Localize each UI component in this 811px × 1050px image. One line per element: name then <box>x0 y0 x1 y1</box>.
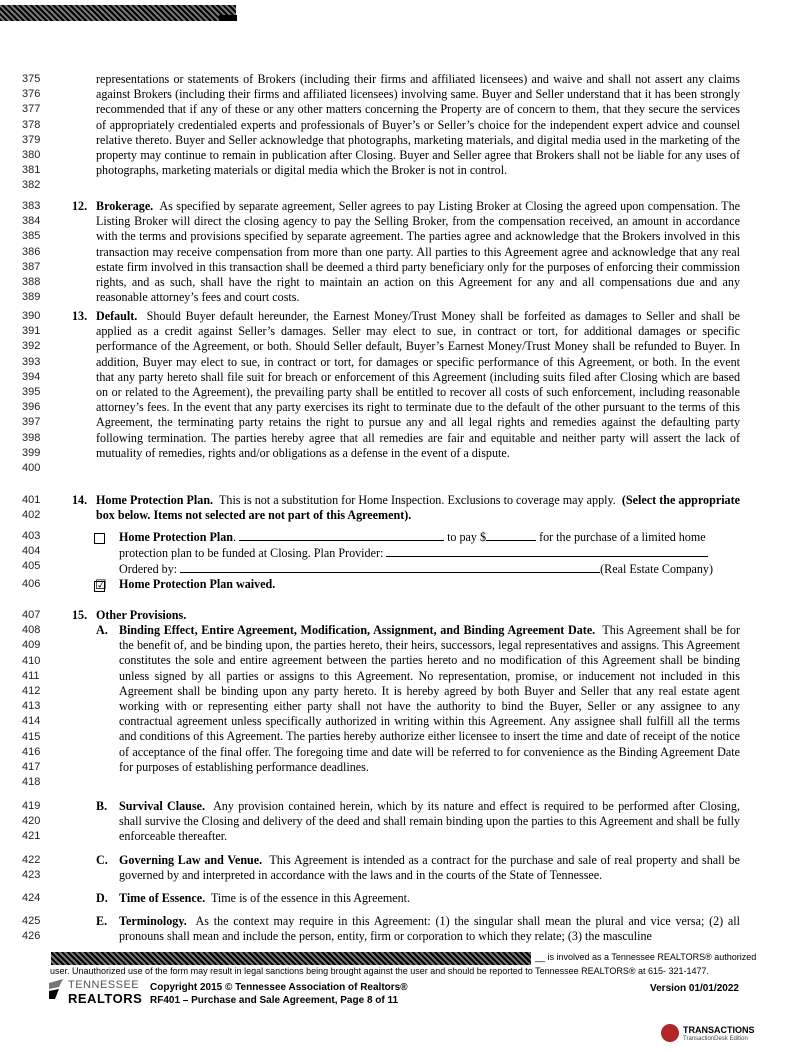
line-number: 419 <box>22 800 41 812</box>
transactions-logo-icon <box>661 1024 679 1042</box>
line-number: 390 <box>22 310 41 322</box>
footer-warning-text: user. Unauthorized use of the form may result in legal sanctions being brought against the user and should be reported to Tennessee REALTORS® at 615- 321-1477. <box>50 966 710 976</box>
purchase-text: for the purchase of a limited home <box>539 530 706 544</box>
line-number: 403 <box>22 530 41 542</box>
line-number: 389 <box>22 291 41 304</box>
option-label: Home Protection Plan <box>119 530 233 544</box>
form-id-text: RF401 – Purchase and Sale Agreement, Page 8 of 11 <box>150 995 399 1006</box>
line-number: 396 <box>22 401 41 414</box>
line-number: 378 <box>22 118 41 131</box>
line-number: 426 <box>22 930 41 943</box>
line-number: 383 <box>22 200 41 212</box>
line-number: 423 <box>22 869 41 882</box>
line-number: 384 <box>22 215 41 228</box>
line-number: 406 <box>22 578 41 590</box>
home-protection-waived-label: Home Protection Plan waived. <box>119 577 276 591</box>
plan-provider-field[interactable] <box>386 545 708 557</box>
subsection-d-time-of-essence <box>119 891 740 906</box>
subsection-a-binding-effect <box>119 623 740 775</box>
line-number: 413 <box>22 700 41 713</box>
section-title: Brokerage. <box>96 199 154 213</box>
logo-text-tennessee: TENNESSEE <box>68 979 140 991</box>
redacted-header <box>0 5 236 21</box>
line-number: 412 <box>22 685 41 698</box>
line-number: 417 <box>22 761 41 774</box>
line-numbers <box>22 72 50 194</box>
transactions-logo-title: TRANSACTIONS <box>683 1025 755 1035</box>
line-number: 399 <box>22 446 41 459</box>
line-numbers <box>22 493 50 523</box>
subsection-title: Binding Effect, Entire Agreement, Modification, Assignment, and Binding Agreement Date. <box>119 623 596 637</box>
section-14-home-protection <box>96 493 740 523</box>
line-numbers <box>22 199 50 305</box>
hpp-line-1: Home Protection Plan. to pay $ for the purchase of a limited home <box>119 530 706 544</box>
section-number: 14. <box>72 493 88 507</box>
line-number: 388 <box>22 276 41 289</box>
subsection-letter: A. <box>96 623 108 637</box>
section-15-title: Other Provisions. <box>96 608 187 622</box>
line-numbers <box>22 309 50 476</box>
line-number: 416 <box>22 745 41 758</box>
line-number: 376 <box>22 88 41 101</box>
hpp-line-3 <box>119 561 740 577</box>
intro-paragraph: representations or statements of Brokers (including their firms and affiliated licensees) and waive and shall not assert any claims against Brokers (including their firms and affiliated licensees) involving same. Buyer and Seller understand that it has been strongly recommended that if any of these or any other matters concerning the Property are of concern to them, that they secure the services of appropriately credentialed experts and professionals of Buyer’s or Seller’s choice for the independent expert advice and counsel relative thereto. Buyer and Seller acknowledge that photographs, marketing materials, and digital media used in the marketing of the property may continue to remain in publication after Closing. Buyer and Seller agree that Brokers shall not be liable for any uses of photographs, marketing materials or digital media which the Broker is not in control. <box>96 72 740 178</box>
line-number: 410 <box>22 654 41 667</box>
amount-field[interactable] <box>486 529 536 541</box>
subsection-title: Time of Essence. <box>119 891 206 905</box>
line-number: 418 <box>22 776 41 789</box>
home-protection-plan-option <box>119 529 740 578</box>
subsection-body: As the context may require in this Agreement: (1) the singular shall mean the plural and vice versa; (2) all pronouns shall mean and include the person, entity, firm or corporation to which they relate; (3) the masculine <box>119 914 740 944</box>
line-number: 400 <box>22 462 41 475</box>
line-number: 415 <box>22 730 41 743</box>
redacted-licensee <box>51 952 531 965</box>
version-text: Version 01/01/2022 <box>650 983 739 994</box>
ordered-by-label: Ordered by: <box>119 562 178 577</box>
line-number: 402 <box>22 509 41 522</box>
section-13-default <box>96 309 740 461</box>
section-body: Should Buyer default hereunder, the Earnest Money/Trust Money shall be forfeited as damages to Seller and shall be applied as a credit against Seller’s damages. Seller may elect to sue, in contract or tort, for additional damages or specific performance of the Agreement, or both. Should Seller default, Buyer’s Earnest Money/Trust Money shall be refunded to Buyer. In addition, Buyer may elect to sue, in contract or tort, for damages or specific performance of this Agreement, or both. In the event that any party hereto shall file suit for breach or enforcement of this Agreement (including suits filed after Closing which are based on or related to the Agreement), the prevailing party shall be entitled to recover all costs of such enforcement, including reasonable attorney’s fees. In the event that any party exercises its right to terminate due to the default of the other pursuant to the terms of this Agreement, the terminating party retains the right to pursue any and all legal rights and remedies against the defaulting party following termination. The parties hereby agree that all remedies are fair and equitable and neither party will assert the lack of mutuality of remedies, rights and/or obligations as a defense in the event of a dispute. <box>96 309 740 460</box>
line-numbers <box>22 853 50 883</box>
logo-text-realtors: REALTORS <box>68 991 143 1006</box>
line-number: 408 <box>22 624 41 637</box>
hpp-line-2 <box>119 545 740 561</box>
line-number: 381 <box>22 164 41 177</box>
real-estate-company-label: (Real Estate Company) <box>600 562 713 577</box>
checkmark-icon: ☑ <box>95 577 107 592</box>
line-number: 395 <box>22 386 41 399</box>
section-title: Default. <box>96 309 138 323</box>
subsection-letter: E. <box>96 914 108 928</box>
line-number: 387 <box>22 260 41 273</box>
line-numbers <box>22 577 50 592</box>
line-number: 380 <box>22 149 41 162</box>
line-number: 404 <box>22 545 41 558</box>
section-body: This is not a substitution for Home Inspection. Exclusions to coverage may apply. <box>219 493 616 507</box>
line-number: 398 <box>22 431 41 444</box>
subsection-letter: C. <box>96 853 108 867</box>
line-number: 377 <box>22 103 41 116</box>
line-number: 379 <box>22 133 41 146</box>
subsection-letter: B. <box>96 799 108 813</box>
section-12-brokerage <box>96 199 740 305</box>
line-number: 393 <box>22 355 41 368</box>
subsection-title: Terminology. <box>119 914 187 928</box>
home-protection-waived-checkbox[interactable] <box>94 577 107 592</box>
line-number: 411 <box>22 669 40 682</box>
line-number: 375 <box>22 73 41 85</box>
funded-text: protection plan to be funded at Closing. Plan Provider: <box>119 546 384 561</box>
ordered-by-field[interactable] <box>180 561 600 573</box>
line-number: 422 <box>22 854 41 866</box>
subsection-title: Governing Law and Venue. <box>119 853 263 867</box>
section-body: As specified by separate agreement, Seller agrees to pay Listing Broker at Closing the agreed upon compensation. The Listing Broker will direct the closing agency to pay the Selling Broker, from the compensation received, an amount in accordance with the terms and provisions specified by separate agreement. The parties agree and acknowledge that the Brokers involved in this transaction may receive compensation from more than one party. All parties to this Agreement agree and acknowledge that any real estate firm involved in this transaction shall be deemed a third party beneficiary only for the purposes of enforcing their commission rights, and as such, shall have the right to maintain an action on this Agreement for any and all compensations due and any reasonable attorney’s fees and court costs. <box>96 199 740 305</box>
subsection-e-terminology <box>119 914 740 944</box>
line-number: 392 <box>22 340 41 353</box>
line-numbers <box>22 529 50 575</box>
line-number: 391 <box>22 325 41 338</box>
to-pay-label: to pay $ <box>447 530 487 544</box>
home-protection-plan-checkbox[interactable] <box>94 533 105 544</box>
line-number: 414 <box>22 715 41 728</box>
line-number: 394 <box>22 370 41 383</box>
line-number: 407 <box>22 609 41 621</box>
section-number: 15. <box>72 608 88 622</box>
subsection-body: Any provision contained herein, which by its nature and effect is required to be performed after Closing, shall survive the Closing and delivery of the deed and shall remain binding upon the parties to this Agreement and shall be fully enforceable thereafter. <box>119 799 741 844</box>
subsection-title: Survival Clause. <box>119 799 206 813</box>
subsection-body: This Agreement is intended as a contract for the purchase and sale of real property and shall be governed by and interpreted in accordance with the laws and in the courts of the State of Tennessee. <box>119 853 740 883</box>
line-number: 401 <box>22 494 41 506</box>
copyright-text: Copyright 2015 © Tennessee Association of Realtors® <box>150 982 408 993</box>
section-title: Home Protection Plan. <box>96 493 214 507</box>
line-numbers <box>22 799 50 845</box>
line-number: 420 <box>22 815 41 828</box>
line-number: 425 <box>22 915 41 927</box>
line-number: 405 <box>22 560 41 573</box>
plan-field[interactable] <box>239 529 444 541</box>
line-number: 424 <box>22 892 41 904</box>
line-number: 385 <box>22 230 41 243</box>
footer-authorized-text: __ is involved as a Tennessee REALTORS® authorized <box>535 952 757 962</box>
subsection-b-survival <box>119 799 740 845</box>
tennessee-realtors-logo-icon <box>49 979 67 999</box>
transactions-logo-subtitle: TransactionDesk Edition <box>683 1036 748 1042</box>
line-number: 421 <box>22 830 41 843</box>
section-number: 13. <box>72 309 88 323</box>
subsection-c-governing-law <box>119 853 740 883</box>
section-instruction: (Select the appropriate box below. Items not selected are not part of this Agreement). <box>96 493 740 523</box>
line-number: 382 <box>22 179 41 192</box>
line-number: 397 <box>22 416 41 429</box>
section-number: 12. <box>72 199 88 213</box>
line-number: 386 <box>22 245 41 258</box>
subsection-body: Time is of the essence in this Agreement. <box>210 891 411 905</box>
subsection-body: This Agreement shall be for the benefit of, and be binding upon, the parties hereto, their heirs, successors, legal representatives and assigns. This Agreement constitutes the sole and entire agreement between the parties hereto and no modification of this Agreement shall be binding unless signed by all parties or assigns to this Agreement. No representation, promise, or inducement not included in this Agreement shall be binding upon any party hereto. It is hereby agreed by both Buyer and Seller that any real estate agent working with or representing either party shall not have the authority to bind the Buyer, Seller or any assignee to any contractual agreement unless specifically authorized in writing within this Agreement. Any assignee shall fulfill all the terms and conditions of this Agreement. The parties hereby authorize either licensee to insert the time and date of receipt of the notice of acceptance of the final offer. The foregoing time and date will be referred to for convenience as the Binding Agreement Date for purposes of establishing performance deadlines. <box>119 623 740 774</box>
line-number: 409 <box>22 639 41 652</box>
line-numbers <box>22 914 50 944</box>
line-numbers <box>22 608 50 790</box>
line-numbers <box>22 891 50 906</box>
subsection-letter: D. <box>96 891 108 905</box>
